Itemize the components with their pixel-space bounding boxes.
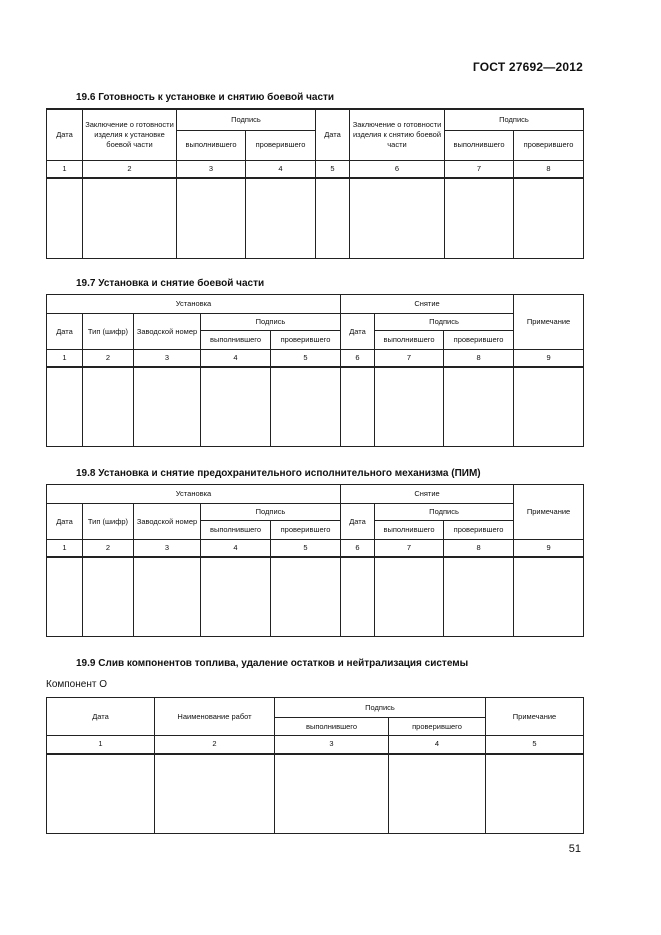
col-number: 4 [201,350,271,367]
entry-cell[interactable] [134,557,201,637]
col-date-left: Дата [47,109,83,160]
col-type: Тип (шифр) [83,504,134,540]
entry-cell[interactable] [246,178,316,258]
entry-cell[interactable] [375,367,444,447]
col-sign-install: Подпись [201,504,341,521]
col-serial: Заводской номер [134,504,201,540]
col-number: 2 [155,736,275,754]
col-number: 2 [83,350,134,367]
col-conclusion-install: Заключение о готовности изделия к установке боевой части [83,109,177,160]
entry-cell[interactable] [341,557,375,637]
entry-cell[interactable] [271,367,341,447]
col-sign-right: Подпись [445,109,584,130]
entry-cell[interactable] [444,367,514,447]
col-number: 1 [47,350,83,367]
col-checker-removal: проверившего [444,521,514,540]
col-number: 1 [47,540,83,557]
col-note: Примечание [514,485,584,540]
col-date-removal: Дата [341,504,375,540]
entry-cell[interactable] [445,178,514,258]
col-checker: проверившего [389,718,486,736]
col-performer-left: выполнившего [177,130,246,160]
table-19-7 [46,294,584,447]
col-number: 5 [271,350,341,367]
entry-cell[interactable] [444,557,514,637]
col-sign-removal: Подпись [375,314,514,331]
col-performer-install: выполнившего [201,331,271,350]
col-number: 2 [83,160,177,178]
table-19-6 [46,108,584,259]
col-removal-group: Снятие [341,485,514,504]
table-row [47,367,584,447]
entry-cell[interactable] [486,754,584,834]
col-type: Тип (шифр) [83,314,134,350]
col-number: 4 [389,736,486,754]
section-19-6-title: 19.6 Готовность к установке и снятию боевой части [76,92,335,103]
col-date-install: Дата [47,504,83,540]
entry-cell[interactable] [83,367,134,447]
entry-cell[interactable] [271,557,341,637]
col-install-group: Установка [47,485,341,504]
entry-cell[interactable] [177,178,246,258]
col-checker-install: проверившего [271,521,341,540]
section-19-9-title: 19.9 Слив компонентов топлива, удаление остатков и нейтрализация системы [76,658,469,669]
col-performer-removal: выполнившего [375,331,444,350]
col-number: 4 [246,160,316,178]
col-number: 5 [486,736,584,754]
col-performer: выполнившего [275,718,389,736]
entry-cell[interactable] [201,367,271,447]
col-number: 4 [201,540,271,557]
col-note: Примечание [486,698,584,736]
col-number: 6 [341,350,375,367]
col-sign-removal: Подпись [375,504,514,521]
entry-cell[interactable] [47,178,83,258]
col-number: 3 [177,160,246,178]
entry-cell[interactable] [514,178,584,258]
col-number: 6 [341,540,375,557]
col-performer-install: выполнившего [201,521,271,540]
section-19-8-title: 19.8 Установка и снятие предохранительного исполнительного механизма (ПИМ) [76,468,481,479]
entry-cell[interactable] [83,178,177,258]
col-number: 7 [375,540,444,557]
col-number: 9 [514,350,584,367]
entry-cell[interactable] [201,557,271,637]
table-row [47,178,584,258]
entry-cell[interactable] [83,557,134,637]
col-serial: Заводской номер [134,314,201,350]
col-number: 5 [316,160,350,178]
section-19-7-title: 19.7 Установка и снятие боевой части [76,278,265,289]
col-date-install: Дата [47,314,83,350]
col-date: Дата [47,698,155,736]
col-removal-group: Снятие [341,295,514,314]
table-19-8 [46,484,584,637]
col-install-group: Установка [47,295,341,314]
col-number: 8 [514,160,584,178]
col-date-right: Дата [316,109,350,160]
col-checker-left: проверившего [246,130,316,160]
col-number: 3 [134,540,201,557]
col-number: 8 [444,540,514,557]
col-performer-removal: выполнившего [375,521,444,540]
table-19-9 [46,697,584,834]
col-work-name: Наименование работ [155,698,275,736]
col-number: 2 [83,540,134,557]
page-number: 51 [568,843,581,855]
col-number: 3 [134,350,201,367]
col-checker-removal: проверившего [444,331,514,350]
entry-cell[interactable] [514,557,584,637]
entry-cell[interactable] [389,754,486,834]
col-number: 1 [47,160,83,178]
entry-cell[interactable] [275,754,389,834]
col-checker-right: проверившего [514,130,584,160]
entry-cell[interactable] [155,754,275,834]
col-performer-right: выполнившего [445,130,514,160]
entry-cell[interactable] [375,557,444,637]
entry-cell[interactable] [350,178,445,258]
col-sign-install: Подпись [201,314,341,331]
col-conclusion-removal: Заключение о готовности изделия к снятию боевой части [350,109,445,160]
col-number: 8 [444,350,514,367]
col-note: Примечание [514,295,584,350]
col-checker-install: проверившего [271,331,341,350]
col-number: 9 [514,540,584,557]
col-date-removal: Дата [341,314,375,350]
entry-cell[interactable] [316,178,350,258]
entry-cell[interactable] [47,754,155,834]
table-row [47,557,584,637]
entry-cell[interactable] [47,367,83,447]
entry-cell[interactable] [341,367,375,447]
col-number: 3 [275,736,389,754]
col-sign: Подпись [275,698,486,718]
standard-number: ГОСТ 27692—2012 [472,60,583,74]
entry-cell[interactable] [47,557,83,637]
table-row [47,754,584,834]
col-number: 7 [375,350,444,367]
col-number: 5 [271,540,341,557]
entry-cell[interactable] [514,367,584,447]
col-number: 7 [445,160,514,178]
entry-cell[interactable] [134,367,201,447]
col-number: 6 [350,160,445,178]
col-number: 1 [47,736,155,754]
col-sign-left: Подпись [177,109,316,130]
component-label: Компонент О [46,679,107,690]
